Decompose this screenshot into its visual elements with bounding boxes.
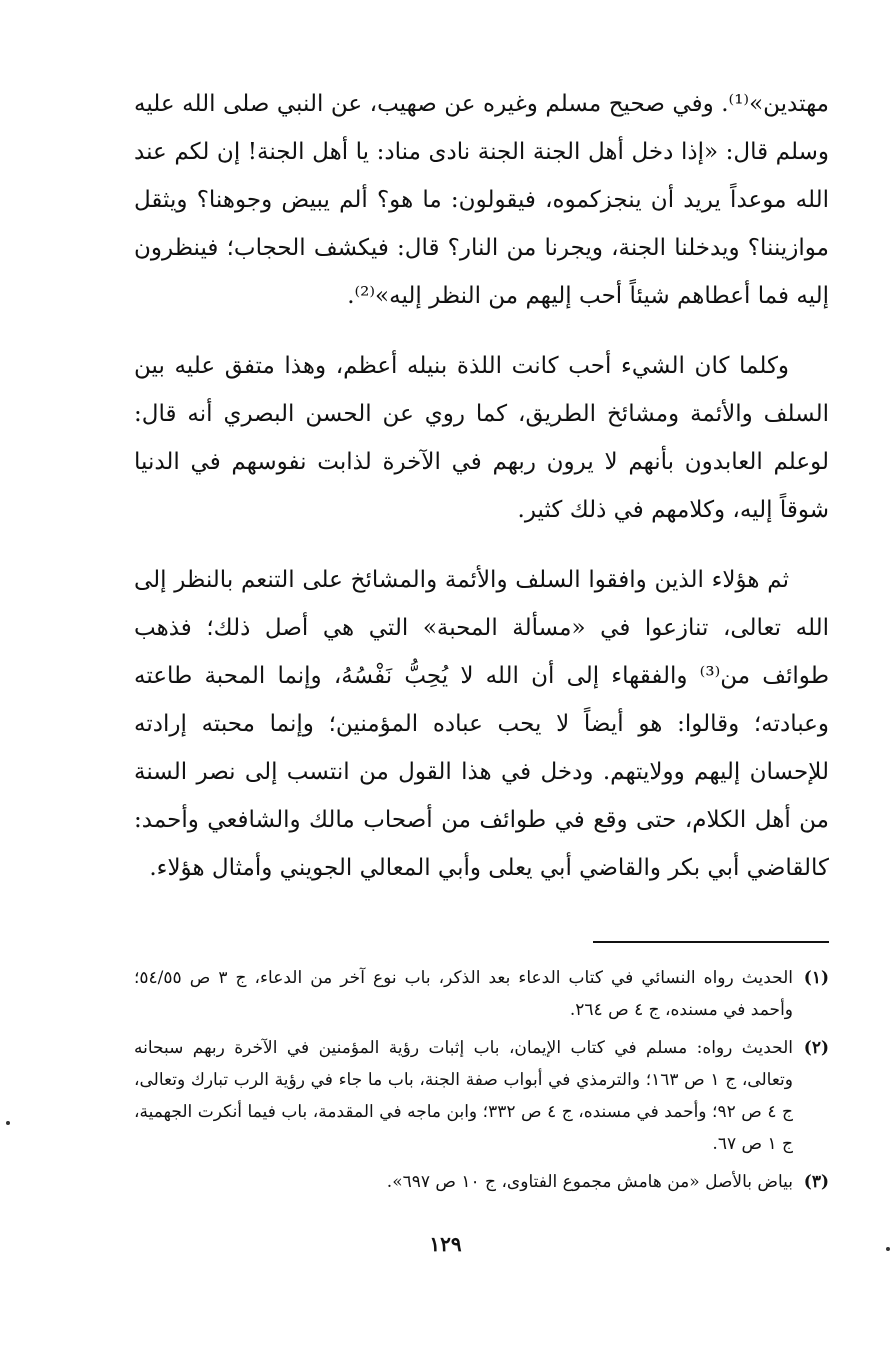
page-number: ١٢٩ [429, 1232, 462, 1256]
footnote-3 [134, 1166, 829, 1198]
paragraph-3: ثم هؤلاء الذين وافقوا السلف والأئمة والمشائخ على التنعم بالنظر إلى الله تعالى، تنازعوا في «مسألة المحبة» التي هي أصل ذلك؛ فذهب طوائف من⁽³⁾ والفقهاء إلى أن الله لا يُحِبُّ نَفْسُهُ، وإنما المحبة طاعته وعبادته؛ وقالوا: هو أيضاً لا يحب عباده المؤمنين؛ وإنما محبته إرادته للإحسان إليهم وولايتهم. ودخل في هذا القول من انتسب إلى نصر السنة من أهل الكلام، حتى وقع في طوائف من أصحاب مالك والشافعي وأحمد: كالقاضي أبي بكر والقاضي أبي يعلى وأبي المعالي الجويني وأمثال هؤلاء. [134, 567, 829, 881]
footnote-separator [593, 941, 829, 943]
footnote-1 [134, 962, 829, 1026]
paragraph-1: مهتدين»⁽¹⁾. وفي صحيح مسلم وغيره عن صهيب، عن النبي صلى الله عليه وسلم قال: «إذا دخل أهل الجنة الجنة نادى مناد: يا أهل الجنة! إن لكم عند الله موعداً يريد أن ينجزكموه، فيقولون: ما هو؟ ألم يبيض وجوهنا؟ ويثقل موازيننا؟ ويدخلنا الجنة، ويجرنا من النار؟ قال: فيكشف الحجاب؛ فينظرون إليه فما أعطاهم شيئاً أحب إليهم من النظر إليه»⁽²⁾. [134, 91, 829, 309]
footnote-text: الحديث رواه النسائي في كتاب الدعاء بعد الذكر، باب نوع آخر من الدعاء، ج ٣ ص ٥٤/٥٥؛ وأحمد في مسنده، ج ٤ ص ٢٦٤. [134, 968, 793, 1020]
scan-speck [886, 1247, 890, 1251]
main-text [134, 80, 829, 914]
footnotes [134, 962, 829, 1204]
footnote-number: (٣) [803, 1172, 829, 1192]
footnote-number: (٢) [803, 1038, 829, 1058]
scan-speck [6, 1121, 10, 1125]
paragraph-2: وكلما كان الشيء أحب كانت اللذة بنيله أعظم، وهذا متفق عليه بين السلف والأئمة ومشائخ الطريق، كما روي عن الحسن البصري أنه قال: لوعلم العابدون بأنهم لا يرون ربهم في الآخرة لذابت نفوسهم في الدنيا شوقاً إليه، وكلامهم في ذلك كثير. [134, 353, 829, 523]
footnote-text: الحديث رواه: مسلم في كتاب الإيمان، باب إثبات رؤية المؤمنين في الآخرة ربهم سبحانه وتعالى، ج ١ ص ١٦٣؛ والترمذي في أبواب صفة الجنة، باب ما جاء في رؤية الرب تبارك وتعالى، ج ٤ ص ٩٢؛ وأحمد في مسنده، ج ٤ ص ٣٣٢؛ وابن ماجه في المقدمة، باب فيما أنكرت الجهمية، ج ١ ص ٦٧. [134, 1038, 793, 1154]
footnote-2 [134, 1032, 829, 1160]
footnote-number: (١) [803, 968, 829, 988]
footnote-text: بياض بالأصل «من هامش مجموع الفتاوى، ج ١٠ ص ٦٩٧». [386, 1172, 793, 1192]
